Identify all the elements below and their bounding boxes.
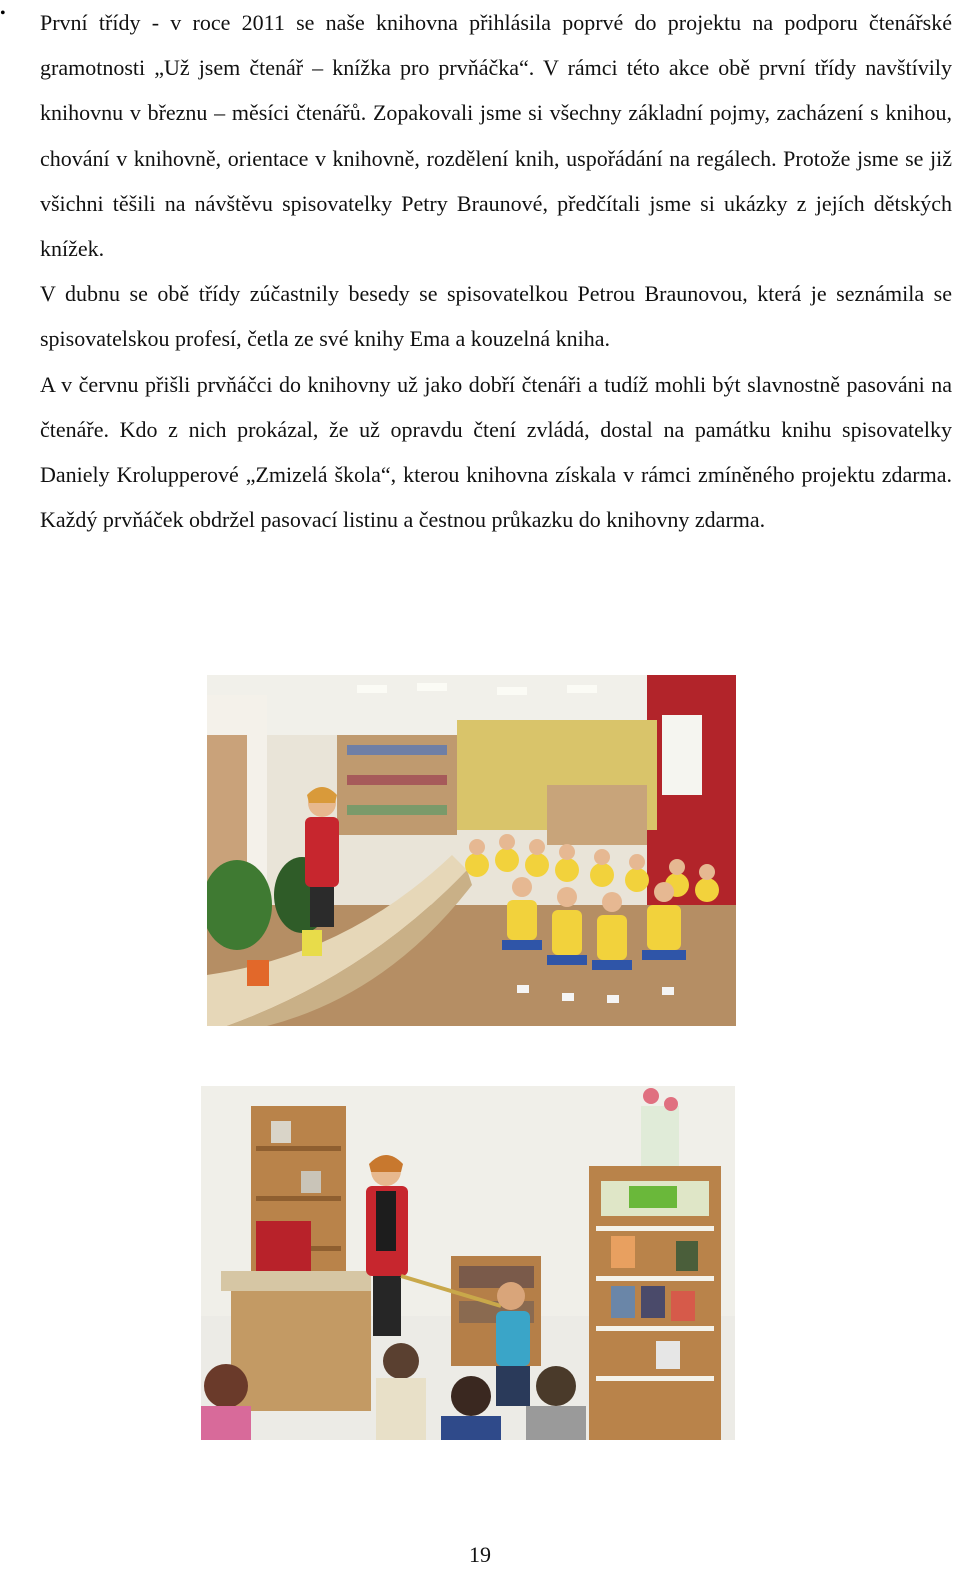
paragraph-june-ceremony: A v červnu přišli prvňáčci do knihovny už jako dobří čtenáři a tudíž mohli být slavnostně pasováni na čtenáře. Kdo z nich prokázal, že už opravdu čtení zvládá, dostal na památku knihu spisovatelky Daniely Krolupperové „Zmizelá škola“, kterou knihovna získala v rámci zmíněného projektu zdarma. Každý prvňáček obdržel pasovací listinu a čestnou průkazku do knihovny zdarma.: [40, 371, 952, 533]
bullet-marker: •: [0, 5, 6, 22]
paragraph-april-visit: V dubnu se obě třídy zúčastnily besedy se spisovatelkou Petrou Braunovou, která je seznámila se spisovatelskou profesí, četla ze své knihy Ema a kouzelná kniha.: [40, 281, 952, 352]
body-text: [40, 0, 952, 542]
page-number: 19: [469, 1542, 491, 1567]
photo-knighting-ceremony: [201, 1086, 735, 1440]
paragraph-first-classes: První třídy - v roce 2011 se naše knihovna přihlásila poprvé do projektu na podporu čtenářské gramotnosti „Už jsem čtenář – knížka pro prvňáčka“. V rámci této akce obě první třídy navštívily knihovnu v březnu – měsíci čtenářů. Zopakovali jsme si všechny základní pojmy, zacházení s knihou, chování v knihovně, orientace v knihovně, rozdělení knih, uspořádání na regálech. Protože jsme se již všichni těšili na návštěvu spisovatelky Petry Braunové, předčítali jsme si ukázky z jejích dětských knížek.: [40, 10, 952, 262]
photo-library-reading: [207, 675, 736, 1026]
